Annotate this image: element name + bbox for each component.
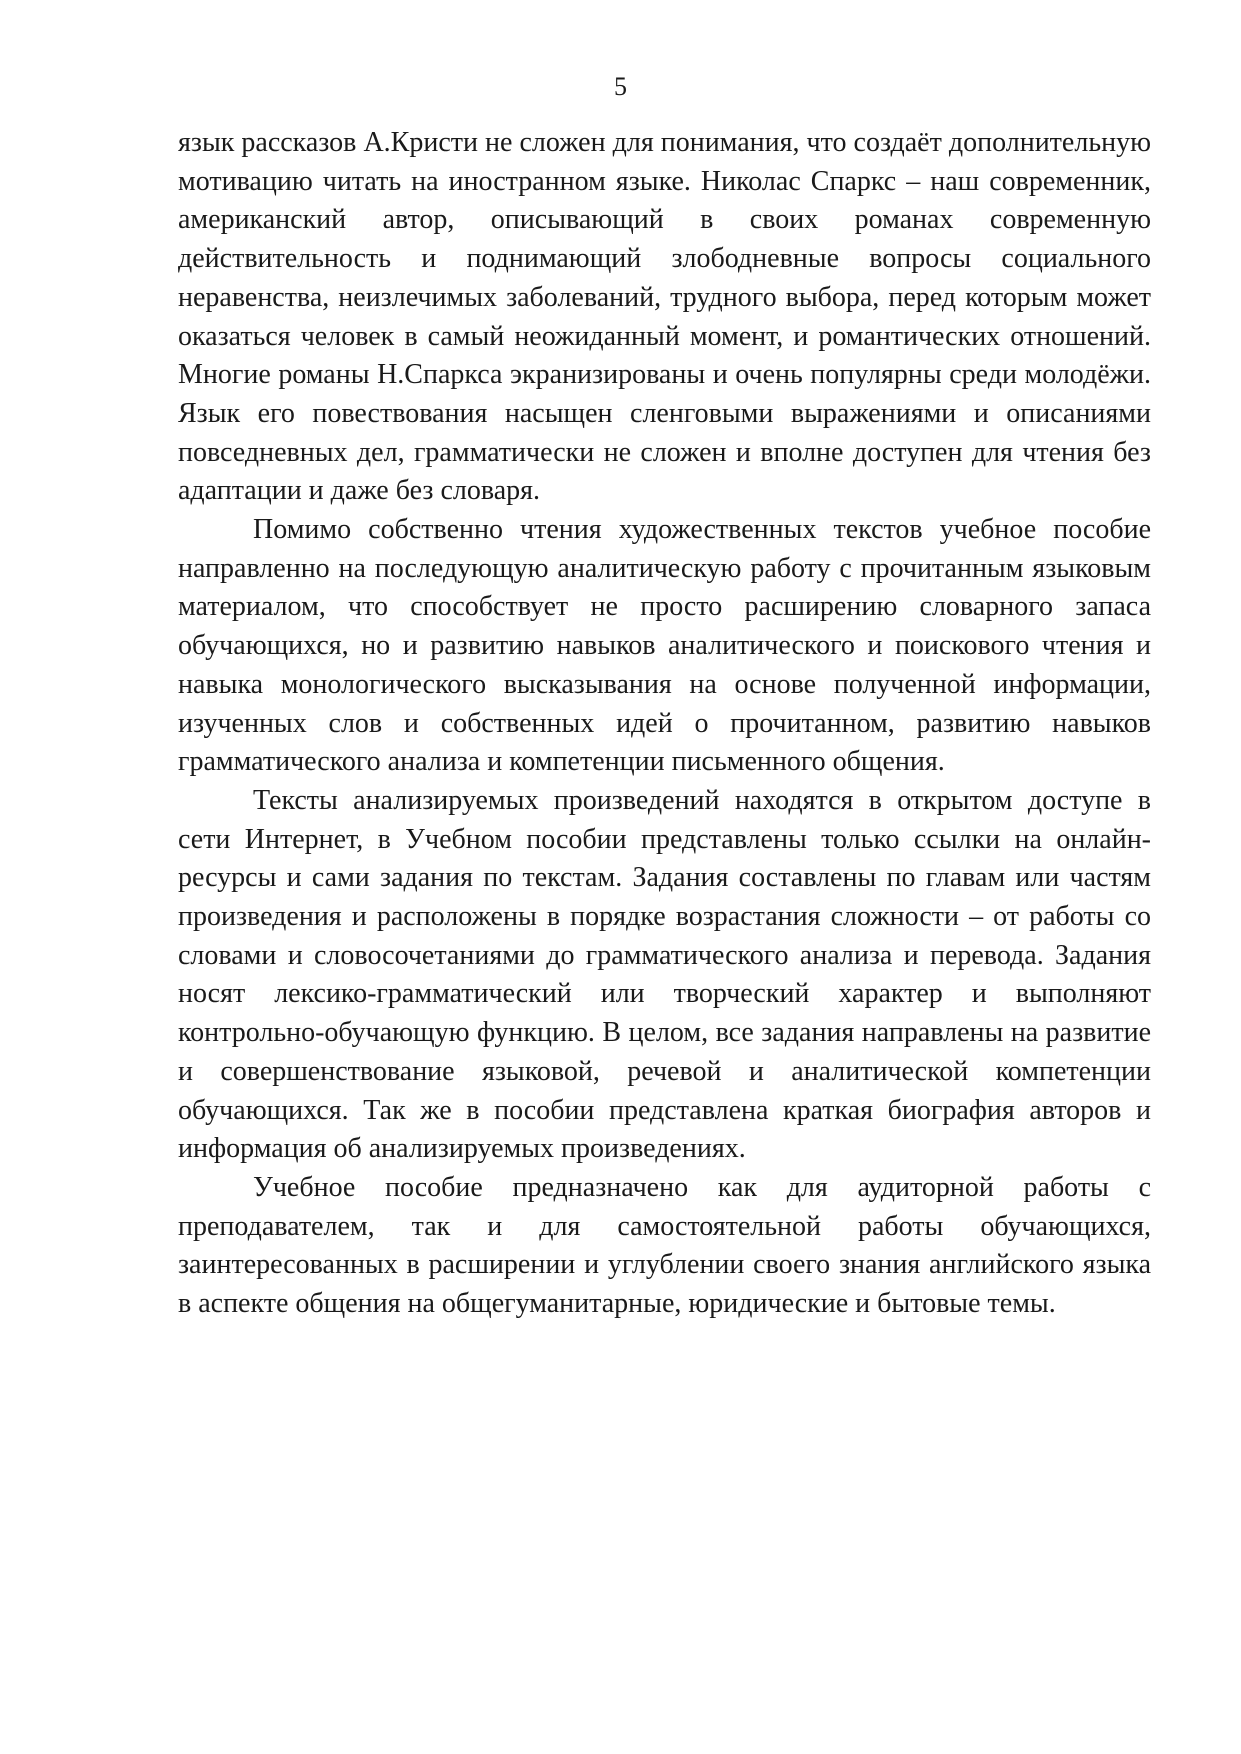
paragraph-analytical-work: Помимо собственно чтения художественных текстов учебное пособие направленно на последующую аналитическую работу с прочитанным языковым материалом, что способствует не просто расширению словарного запаса обучающихся, но и развитию навыков аналитического и поискового чтения и навыка монологического высказывания на основе полученной информации, изученных слов и собственных идей о прочитанном, развитию навыков грамматического анализа и компетенции письменного общения. (178, 514, 1151, 778)
paragraph-intended-use: Учебное пособие предназначено как для аудиторной работы с преподавателем, так и для самостоятельной работы обучающихся, заинтересованных в расширении и углублении своего знания английского языка в аспекте общения на общегуманитарные, юридические и бытовые темы. (178, 1171, 1151, 1320)
page-number: 5 (614, 72, 627, 101)
paragraph-continuation: язык рассказов А.Кристи не сложен для понимания, что создаёт дополнительную мотивацию читать на иностранном языке. Николас Спаркс – наш современник, американский автор, описывающий в своих романах современную действительность и поднимающий злободневные вопросы социального неравенства, неизлечимых заболеваний, трудного выбора, перед которым может оказаться человек в самый неожиданный момент, и романтических отношений. Многие романы Н.Спаркса экранизированы и очень популярны среди молодёжи. Язык его повествования насыщен сленговыми выражениями и описаниями повседневных дел, грамматически не сложен и вполне доступен для чтения без адаптации и даже без словаря. (178, 127, 1151, 507)
document-body (178, 124, 1151, 1324)
paragraph-texts-and-tasks: Тексты анализируемых произведений находятся в открытом доступе в сети Интернет, в Учебном пособии представлены только ссылки на онлайн-ресурсы и сами задания по текстам. Задания составлены по главам или частям произведения и расположены в порядке возрастания сложности – от работы со словами и словосочетаниями до грамматического анализа и перевода. Задания носят лексико-грамматический или творческий характер и выполняют контрольно-обучающую функцию. В целом, все задания направлены на развитие и совершенствование языковой, речевой и аналитической компетенции обучающихся. Так же в пособии представлена краткая биография авторов и информация об анализируемых произведениях. (178, 784, 1151, 1165)
